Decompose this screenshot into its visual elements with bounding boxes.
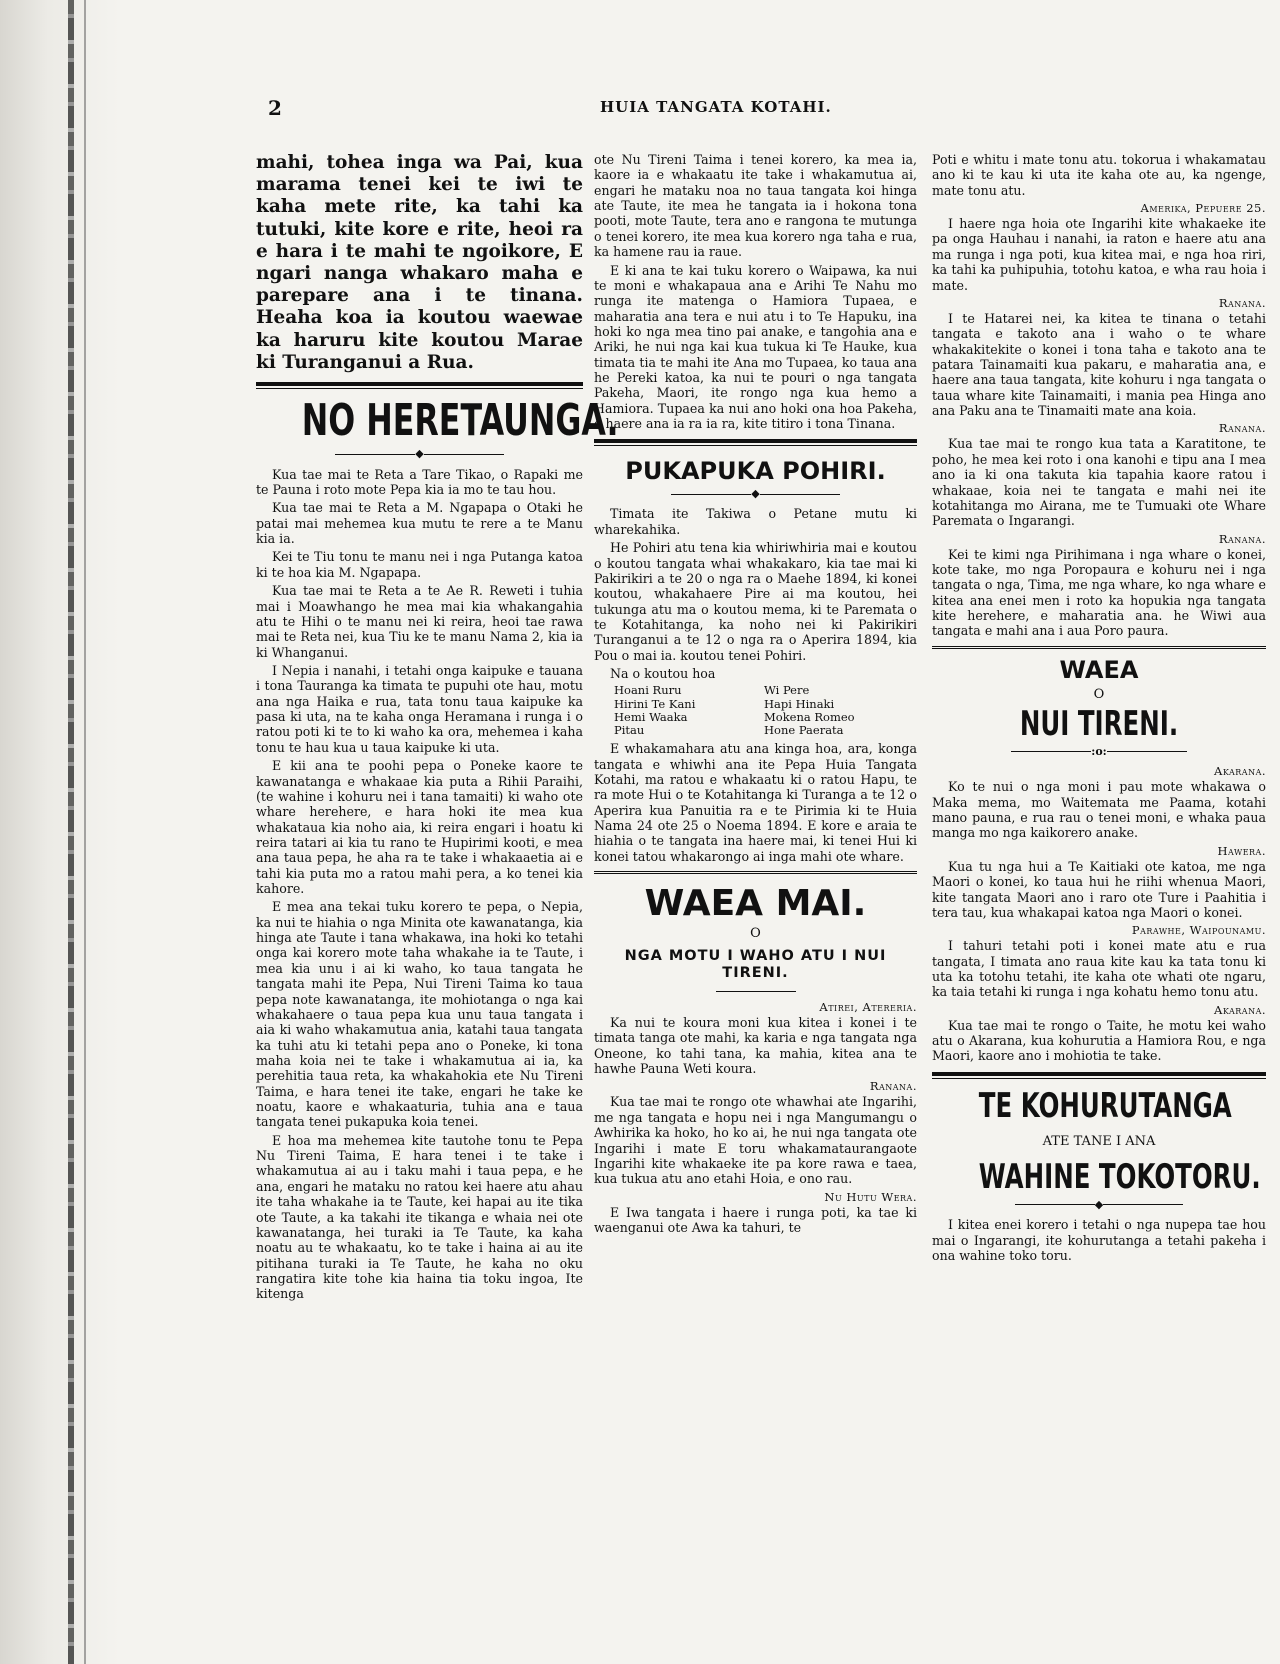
article-paragraph: I Nepia i nanahi, i tetahi onga kaipuke e tauana i tona Tauranga ka timata te pupuhi ote hau, motu ana nga Haika e rua, tata tonu taua kaipuke ka pasa ki uta, na te kaha onga Heramana i runga i o ratou poti ki te to ki waho ka ora, mehemea i kaha tonu te hau kua u taua kaipuke ki uta. [256, 662, 583, 755]
article-paragraph: E whakamahara atu ana kinga hoa, ara, konga tangata e whiwhi ana ite Pepa Huia Tangata Kotahi, ma ratou e whakaatu ki o ratou Hapu, te ra mote Hui o te Kotahitanga ki Turanga a te 12 o Aperira kua Panuitia ra e te Pirimia ki te Huia Nama 24 ote 25 o Noema 1894. E kore e araia te hiahia o te tangata ina haere mai, ki tenei Hui ki konei tatou whakarongo ai inga mahi ote whare. [594, 741, 917, 864]
dateline: Amerika, Pepuere 25. [1140, 201, 1266, 216]
article-paragraph: Poti e whitu i mate tonu atu. tokorua i whakamatau ano ki te kau ki uta ite kaha ote au, ka ngenge, mate tonu atu. [932, 152, 1266, 198]
signatory: Pitau [614, 723, 645, 738]
signatory: Mokena Romeo [764, 709, 855, 724]
short-rule [716, 991, 796, 992]
section-title-wahine-tokotoru: WAHINE TOKOTORU. [978, 1156, 1261, 1197]
signatory: Hemi Waaka [614, 709, 688, 724]
dateline: Ranana. [1218, 531, 1266, 546]
ornament-divider: ◆ [932, 1198, 1266, 1211]
article-paragraph: Ko te nui o nga moni i pau mote whakawa o Maka mema, mo Waitemata me Paama, kotahi mano pauna, e rua rau o tenei moni, e whaka paua manga mo nga kaikorero anake. [932, 779, 1266, 841]
ornament-divider: ◆ [594, 487, 917, 500]
signatory: Hoani Ruru [614, 683, 682, 698]
section-connector: O [1093, 687, 1105, 703]
section-title-nui-tireni: NUI TIRENI. [1019, 703, 1179, 744]
article-paragraph: ote Nu Tireni Taima i tenei korero, ka mea ia, kaore ia e whakaatu ite take i whakamutua ai, engari he mataku noa no taua tangata koi hinga ate Taute, ite mea he tangata ia i hokona tona pooti, mote Taute, tera ano e rangona te mutunga o tenei korero, ite mea kua korero nga taha e rua, ka hamene rau ia raue. [594, 152, 917, 260]
article-paragraph: I te Hatarei nei, ka kitea te tinana o tetahi tangata e takoto ana i waho o te whare whakakitekite o konei i tona taha e takoto ana te patara Tainamaiti kua pakaru, e maharatia ana, e haere ana taua tangata, kite kohuru i nga tangata o taua whare kite Tainamaiti, i mania pea Hinga ano ana Paku ana te Tinamaiti mate ana koia. [932, 310, 1266, 419]
article-paragraph: E hoa ma mehemea kite tautohe tonu te Pepa Nu Tireni Taima, E hara tenei i te take i whakamutua ai au i taku mahi i taua pepa, e he ana, engari he mataku no ratou kei haere atu ahau ite taha whakahe ia te Taute, kei hapai au ite tika ote Taute, a ka takahi ite tikanga e whaia nei ote kawanatanga, hei turaki ia Te Taute, ka kaha noatu au te whakaatu, ko te take i haina ai au ite pitihana turaki ia Te Taute, he kaha no oku rangatira kite tohe kia haina tia toku ingoa, Ite kitenga [256, 1132, 583, 1302]
article-paragraph: E Iwa tangata i haere i runga poti, ka tae ki waenganui ote Awa ka tahuri, te [594, 1204, 917, 1235]
article-paragraph: I tahuri tetahi poti i konei mate atu e rua tangata, I timata ano raua kite kau ka tata tonu ki uta ka totohu tetahi, ite kaha ote whati ote ngaru, ka taia tetahi ki runga i nga kohatu hemo tonu atu. [932, 938, 1266, 1000]
ornament-divider [932, 745, 1266, 758]
signoff: Na o koutou hoa [610, 666, 716, 682]
section-title-waea-mai: WAEA MAI. [644, 883, 867, 925]
article-paragraph: I kitea enei korero i tetahi o nga nupepa tae hou mai o Ingarangi, ite kohurutanga a tetahi pakeha i ona wahine toko toru. [932, 1217, 1266, 1264]
section-subtitle: NGA MOTU I WAHO ATU I NUI TIRENI. [624, 947, 887, 982]
article-paragraph: He Pohiri atu tena kia whiriwhiria mai e koutou o koutou tangata whai whakakaro, kia tae mai ki Pakirikiri a te 20 o nga ra o Maehe 1894, ki konei koutou, whakahaere Pire ai ma koutou, hei tukunga atu ma o koutou mema, ki te Paremata o te Kotahitanga, ka noho nei ki Pakirikiri Turanganui a te 12 o nga ra o Aperira 1894, kia Pou o mai ia. koutou tenei Pohiri. [594, 540, 917, 663]
dateline: Akarana. [1214, 1002, 1266, 1017]
article-paragraph: E ki ana te kai tuku korero o Waipawa, ka nui te moni e whakapaua ana e Arihi Te Nahu mo runga ite matenga o Hamiora Tupaea, e maharatia ana tera e nui atu i to Te Hapuku, ina hoki ko nga mea tino pai anake, e tangohia ana e Ariki, he nui nga kai kua tukua ki Te Hauke, kua timata tia te mahi ite Ana mo Tupaea, ko taua ana he Pereki katoa, ka nui te pouri o nga tangata Pakeha, Maori, ite rongo nga kua hemo a Hamiora. Tupaea ka nui ano hoki ona hoa Pakeha, e haere ana ia ra ia ra, kite titiro i tona Tinana. [594, 262, 917, 432]
column-2 [594, 152, 917, 1238]
ornament-divider: ◆ [256, 447, 583, 460]
column-1 [256, 152, 619, 1305]
section-divider [932, 646, 1266, 649]
article-paragraph: E kii ana te poohi pepa o Poneke kaore te kawanatanga e whakaae kia puta a Rihii Paraihi, (te wahine i kohuru nei i tana tamaiti) ki waho ote whare herehere, e hara hoki ite mea kua whakataua kia noho aia, ki reira engari i hoatu ki reira tatari ai kia tu rano te Hupirimi kooti, e mea ana taua pepa, he aha ra te take i whakaaetia ai e tahi kia puta mo a ratou mahi pera, a ko tenei kia kahore. [256, 758, 583, 897]
signatory: Hirini Te Kani [614, 696, 696, 711]
section-title-te-kohurutanga: TE KOHURUTANGA [978, 1085, 1232, 1126]
article-paragraph: Kua tu nga hui a Te Kaitiaki ote katoa, me nga Maori o konei, ko taua hui he riihi whenua Maori, kite tangata Maori ano i raro ote Ture i Paahitia i tera tau, kua whakapai katoa nga Maori o konei. [932, 858, 1266, 920]
signatory: Hapi Hinaki [764, 696, 835, 711]
section-divider [256, 382, 583, 389]
page-header [268, 96, 1228, 120]
article-paragraph: E mea ana tekai tuku korero te pepa, o Nepia, ka nui te hiahia o nga Minita ote kawanatanga, kia hinga ate Taute i tana whakawa, ina hoki ko tetahi onga kai korero mote taha whakahe ia te Taute, i mea kia unu i ai ki waho, ko taua tangata he tangata mahi ite Pepa, Nui Tireni Taima ko taua pepa note kawanatanga, ite mohiotanga o nga kai whakahaere o taua pepa kua unu taua tangata i aia ki waho whakamutua ania, katahi taua tangata ka tuhi atu ki tetahi pepa ano o Poneke, ki tona maha koia nei te take i whakamutua ai ia, ka perehitia taua reta, ka whakahokia ete Nu Tireni Taima, e hara tenei ite take, engari he take ke noatu, kaore e whakaaturia, tuhia ana e taua tangata tenei pukapuka koia tenei. [256, 899, 583, 1130]
page-number: 2 [268, 96, 282, 120]
dateline: Parawhe, Waipounamu. [1131, 923, 1266, 938]
signatory: Hone Paerata [764, 723, 844, 738]
binding-edge-mark [68, 0, 74, 1664]
paper-title: HUIA TANGATA KOTAHI. [600, 98, 832, 116]
scanned-page-edge [0, 0, 120, 1664]
article-paragraph: Ka nui te koura moni kua kitea i konei i te timata tanga ote mahi, ka karia e nga tangata nga Oneone, ko tahi tana, ka mahia, kitea ana te hawhe Pauna Weti koura. [594, 1015, 917, 1077]
dateline: Hawera. [1217, 843, 1266, 858]
article-paragraph: Kei te kimi nga Pirihimana i nga whare o konei, kote take, mo nga Poropaura e kohuru nei i nga tangata o nga, Tima, me nga whare, ko nga whare e kitea ana enei men i roto ka hopukia nga tangata kite herehere, e maharatia ana. he Wiwi aua tangata e mahi ana i aua Poro paura. [932, 546, 1266, 639]
article-paragraph: Kua tae mai te Reta a Tare Tikao, o Rapaki me te Pauna i roto mote Pepa kia ia mo te tau hou. [256, 466, 583, 498]
dateline: Ranana. [869, 1079, 917, 1094]
signatory: Wi Pere [764, 683, 810, 698]
section-title-no-heretaunga: NO HERETAUNGA. [301, 394, 619, 446]
column-1-intro: mahi, tohea inga wa Pai, kua marama tenei kei te iwi te kaha mete rite, ka tahi ka tutuki, kite kore e rite, heoi ra e hara i te mahi te ngoikore, E ngari nanga whakaro maha e parepare ana i te tinana. Heaha koa ia koutou waewae ka haruru kite koutou Marae ki Turanganui a Rua. [256, 152, 583, 373]
article-paragraph: Kua tae mai te Reta a te Ae R. Reweti i tuhia mai i Moawhango he mea mai kia whakangahia atu te Hihi o te manu nei ki reira, heoi tae rawa mai te Reta nei, kua Tiu ke te manu Nama 2, kia ia ki Whanganui. [256, 583, 583, 660]
section-divider [594, 439, 917, 446]
section-connector: O [750, 925, 761, 941]
article-paragraph: Kua tae mai te Reta a M. Ngapapa o Otaki he patai mai mehemea kua mutu te rere a te Manu kia ia. [256, 500, 583, 547]
section-title-pukapuka-pohiri: PUKAPUKA POHIRI. [625, 457, 886, 486]
dateline: Atirei, Atereria. [819, 1000, 917, 1014]
article-paragraph: Kua tae mai te rongo ote whawhai ate Ingarihi, me nga tangata e hopu nei i nga Mangumangu o Awhirika ka hoko, ho ko ai, he nui nga tangata ote Ingarihi i mate E toru whakamataurangaote Ingarihi kite whakaeke ite pa kore rawa e taea, kua tukua atu ano etahi Hoia, e ono rau. [594, 1094, 917, 1187]
section-divider [594, 871, 917, 874]
section-subtitle: ATE TANE I ANA [1042, 1133, 1156, 1149]
column-3 [932, 152, 1266, 1266]
article-paragraph: Kua tae mai te rongo kua tata a Karatitone, te poho, he mea kei roto i ona kanohi e tipu ana I mea ano ia ki ona takuta kia tapahia kaore ratou i whakaae, koia nei te tangata e mahi nei ite kotahitanga mo Airana, me te Tumuaki ote Whare Paremata o Ingarangi. [932, 436, 1266, 529]
dateline: Akarana. [1214, 764, 1266, 779]
binding-edge-mark-thin [84, 0, 86, 1664]
dateline: Nu Hutu Wera. [824, 1189, 917, 1204]
section-divider [932, 1072, 1266, 1079]
dateline: Ranana. [1218, 421, 1266, 436]
article-paragraph: Kua tae mai te rongo o Taite, he motu kei waho atu o Akarana, kua kohurutia a Hamiora Rou, e nga Maori, kaore ano i mohiotia te take. [932, 1017, 1266, 1064]
article-paragraph: I haere nga hoia ote Ingarihi kite whakaeke ite pa onga Hauhau i nanahi, ia raton e haere atu ana ma runga i nga poti, kua kitea mai, e nga hoa riri, ka tahi ka puhipuhia, totohu katoa, e wha rau hoia i mate. [932, 216, 1266, 293]
signatories-list [614, 684, 917, 737]
divider-mark: :o: [1091, 744, 1107, 758]
article-paragraph: Kei te Tiu tonu te manu nei i nga Putanga katoa ki te hoa kia M. Ngapapa. [256, 549, 583, 580]
section-title-waea: WAEA [1059, 655, 1139, 684]
article-paragraph: Timata ite Takiwa o Petane mutu ki wharekahika. [594, 506, 917, 537]
dateline: Ranana. [1218, 295, 1266, 310]
